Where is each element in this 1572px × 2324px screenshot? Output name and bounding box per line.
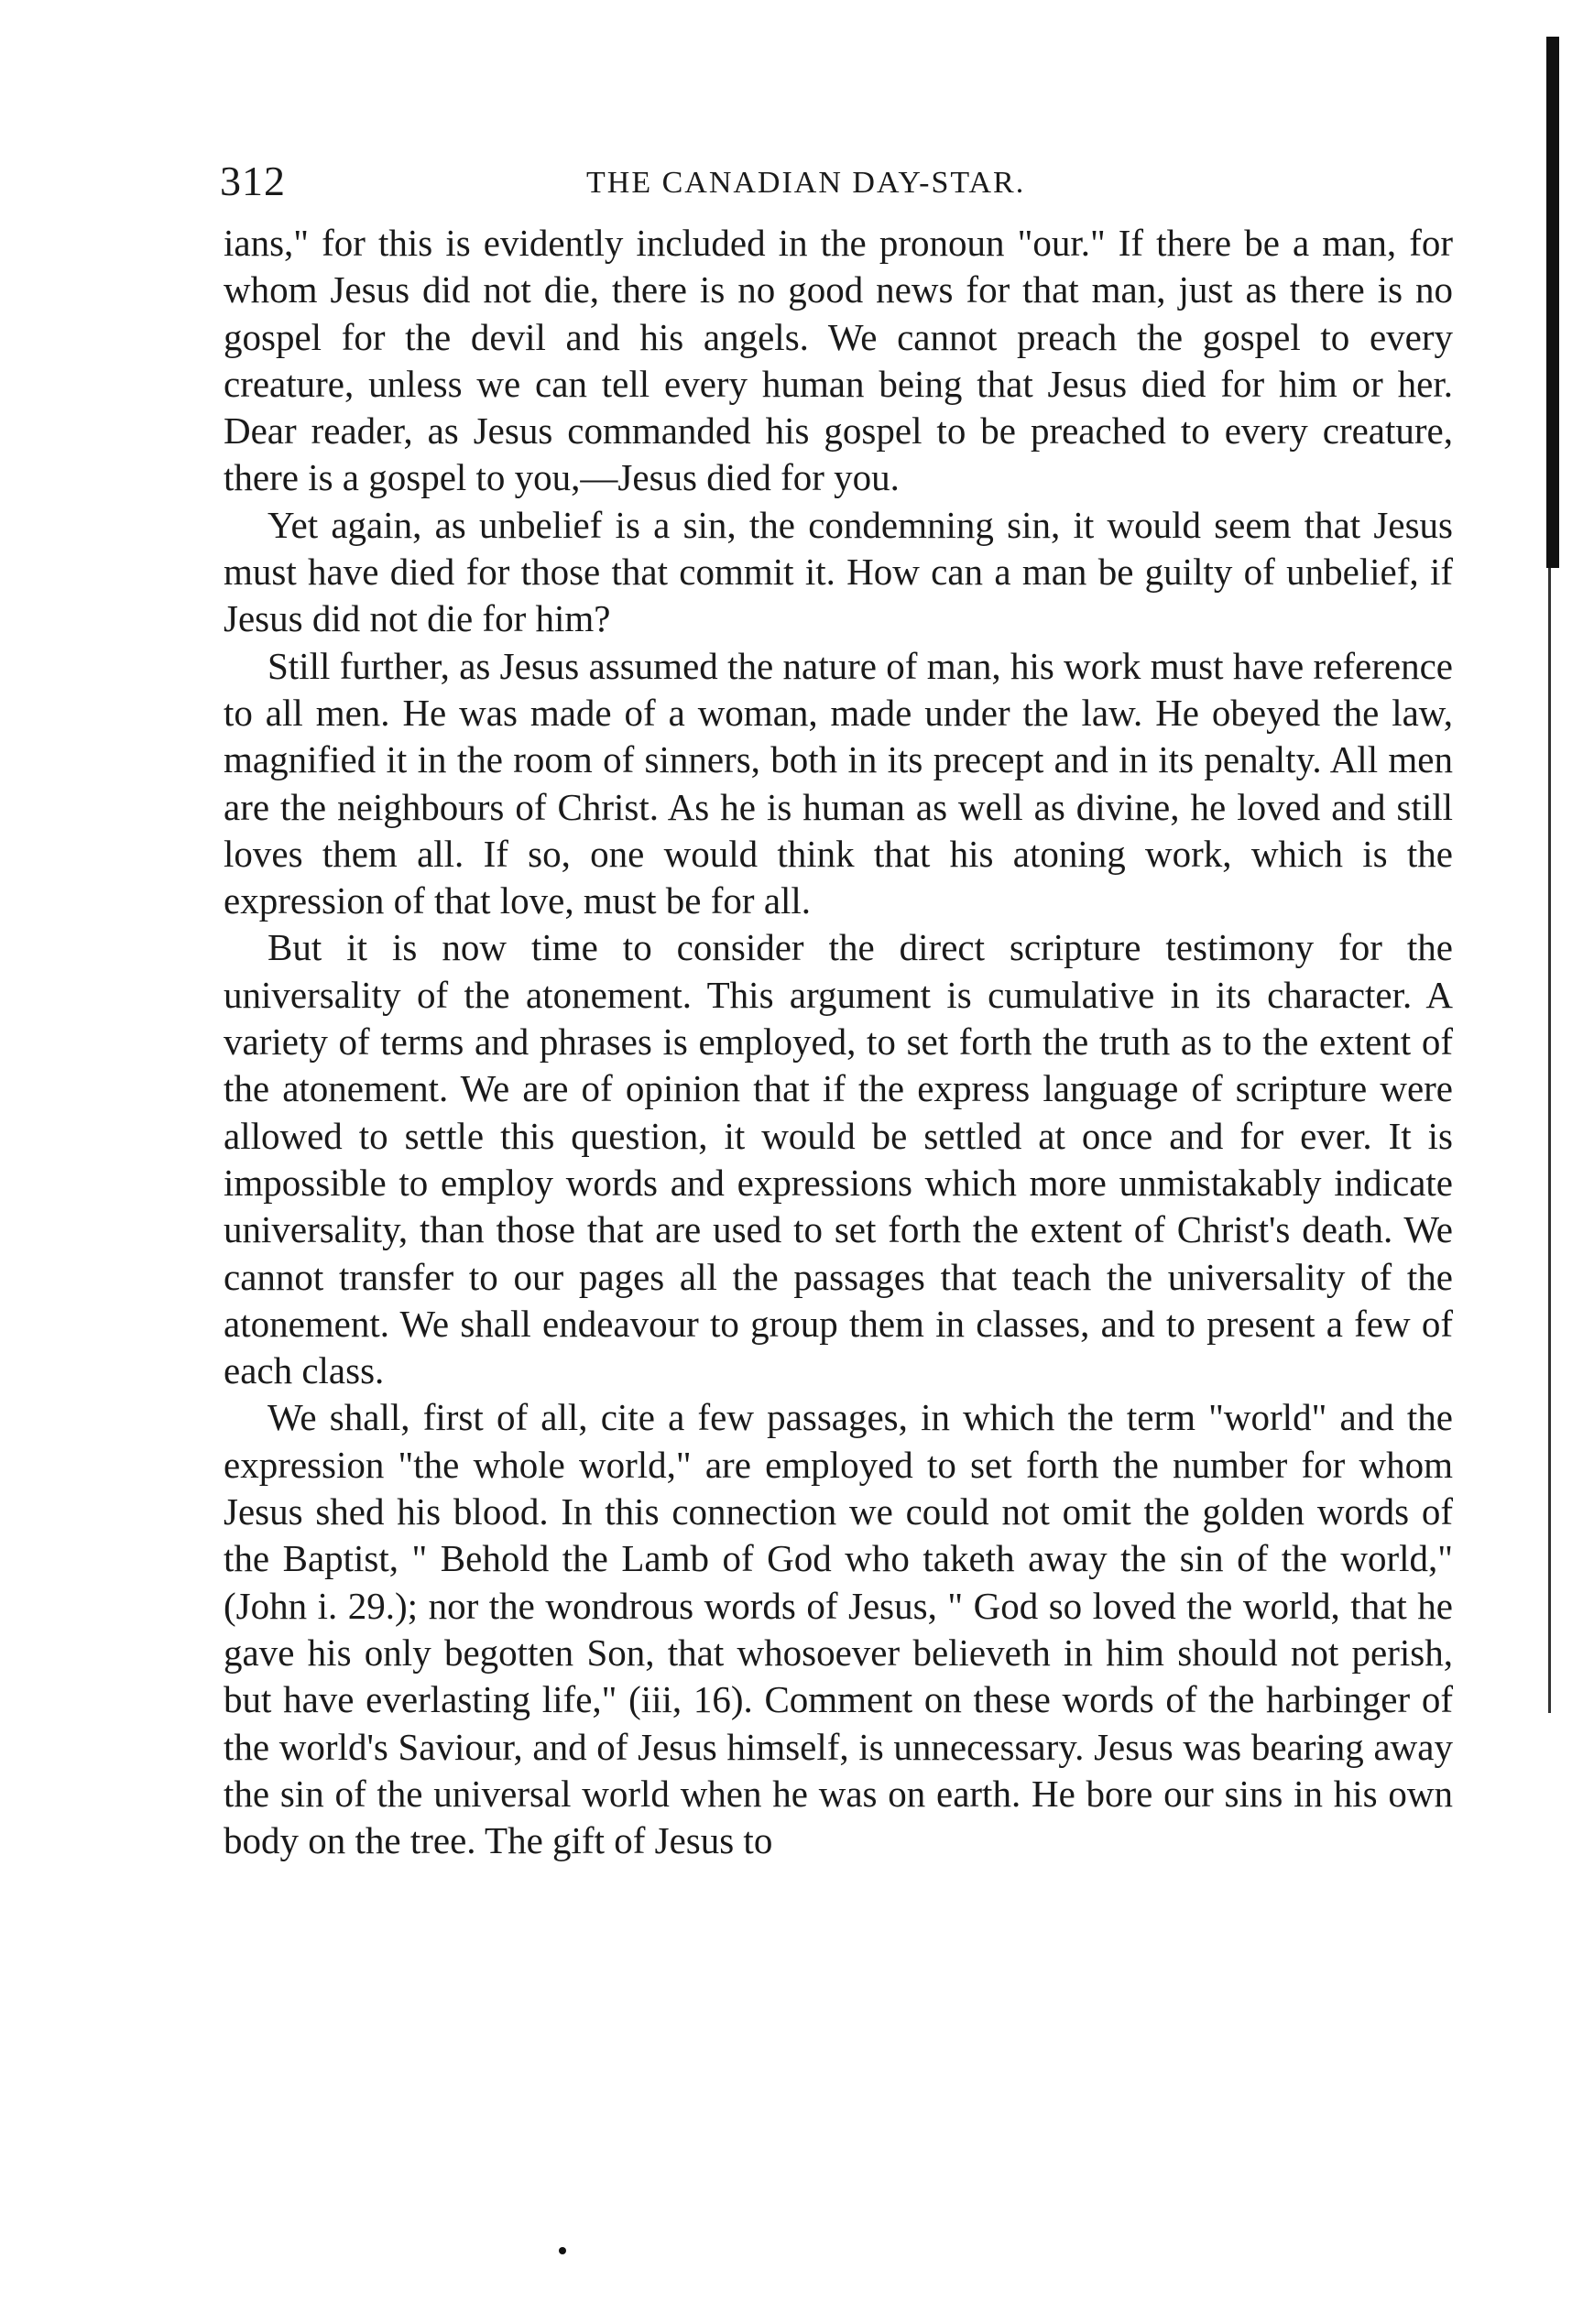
body-text	[224, 220, 1453, 1864]
paragraph-continuation: ians," for this is evidently included in the pronoun "our." If there be a man, for whom Jesus did not die, there is no good news for that man, just as there is no gospel for the devil and his angels. We cannot preach the gospel to every creature, unless we can tell every human being that Jesus died for him or her. Dear reader, as Jesus commanded his gospel to be preached to every creature, there is a gospel to you,—Jesus died for you.	[224, 222, 1453, 499]
paragraph-unbelief: Yet again, as unbelief is a sin, the condemning sin, it would seem that Jesus must have died for those that commit it. How can a man be guilty of unbelief, if Jesus did not die for him?	[224, 503, 1453, 640]
page-header	[220, 154, 1452, 209]
stray-mark	[559, 2247, 566, 2254]
paragraph-world-passages: We shall, first of all, cite a few passages, in which the term "world" and the expression "the whole world," are employed to set forth the number for whom Jesus shed his blood. In this connection we could not omit the golden words of the Baptist, " Behold the Lamb of God who taketh away the sin of the world," (John i. 29.); nor the wondrous words of Jesus, " God so loved the world, that he gave his only begotten Son, that whosoever believeth in him should not perish, but have everlasting life," (iii, 16). Comment on these words of the harbinger of the world's Saviour, and of Jesus himself, is unnecessary. Jesus was bearing away the sin of the universal world when he was on earth. He bore our sins in his own body on the tree. The gift of Jesus to	[224, 1396, 1453, 1862]
scan-edge-shadow	[1546, 37, 1559, 568]
page-number: 312	[220, 158, 286, 204]
paragraph-nature-of-man: Still further, as Jesus assumed the nature of man, his work must have reference to all men. He was made of a woman, made under the law. He obeyed the law, magnified it in the room of sinners, both in its precept and in its penalty. All men are the neighbours of Christ. As he is human as well as divine, he loved and still loves them all. If so, one would think that his atoning work, which is the expression of that love, must be for all.	[224, 644, 1453, 922]
paragraph-scripture-testimony: But it is now time to consider the direct scripture testimony for the universality of the atonement. This argument is cumulative in its character. A variety of terms and phrases is employed, to set forth the truth as to the extent of the atonement. We are of opinion that if the express language of scripture were allowed to settle this question, it would be settled at once and for ever. It is impossible to employ words and expressions which more unmistakably indicate universality, than those that are used to set forth the extent of Christ's death. We cannot transfer to our pages all the passages that teach the universality of the atonement. We shall endeavour to group them in classes, and to present a few of each class.	[224, 926, 1453, 1392]
scan-edge-line	[1548, 568, 1551, 1713]
running-head: THE CANADIAN DAY-STAR.	[586, 166, 1026, 200]
